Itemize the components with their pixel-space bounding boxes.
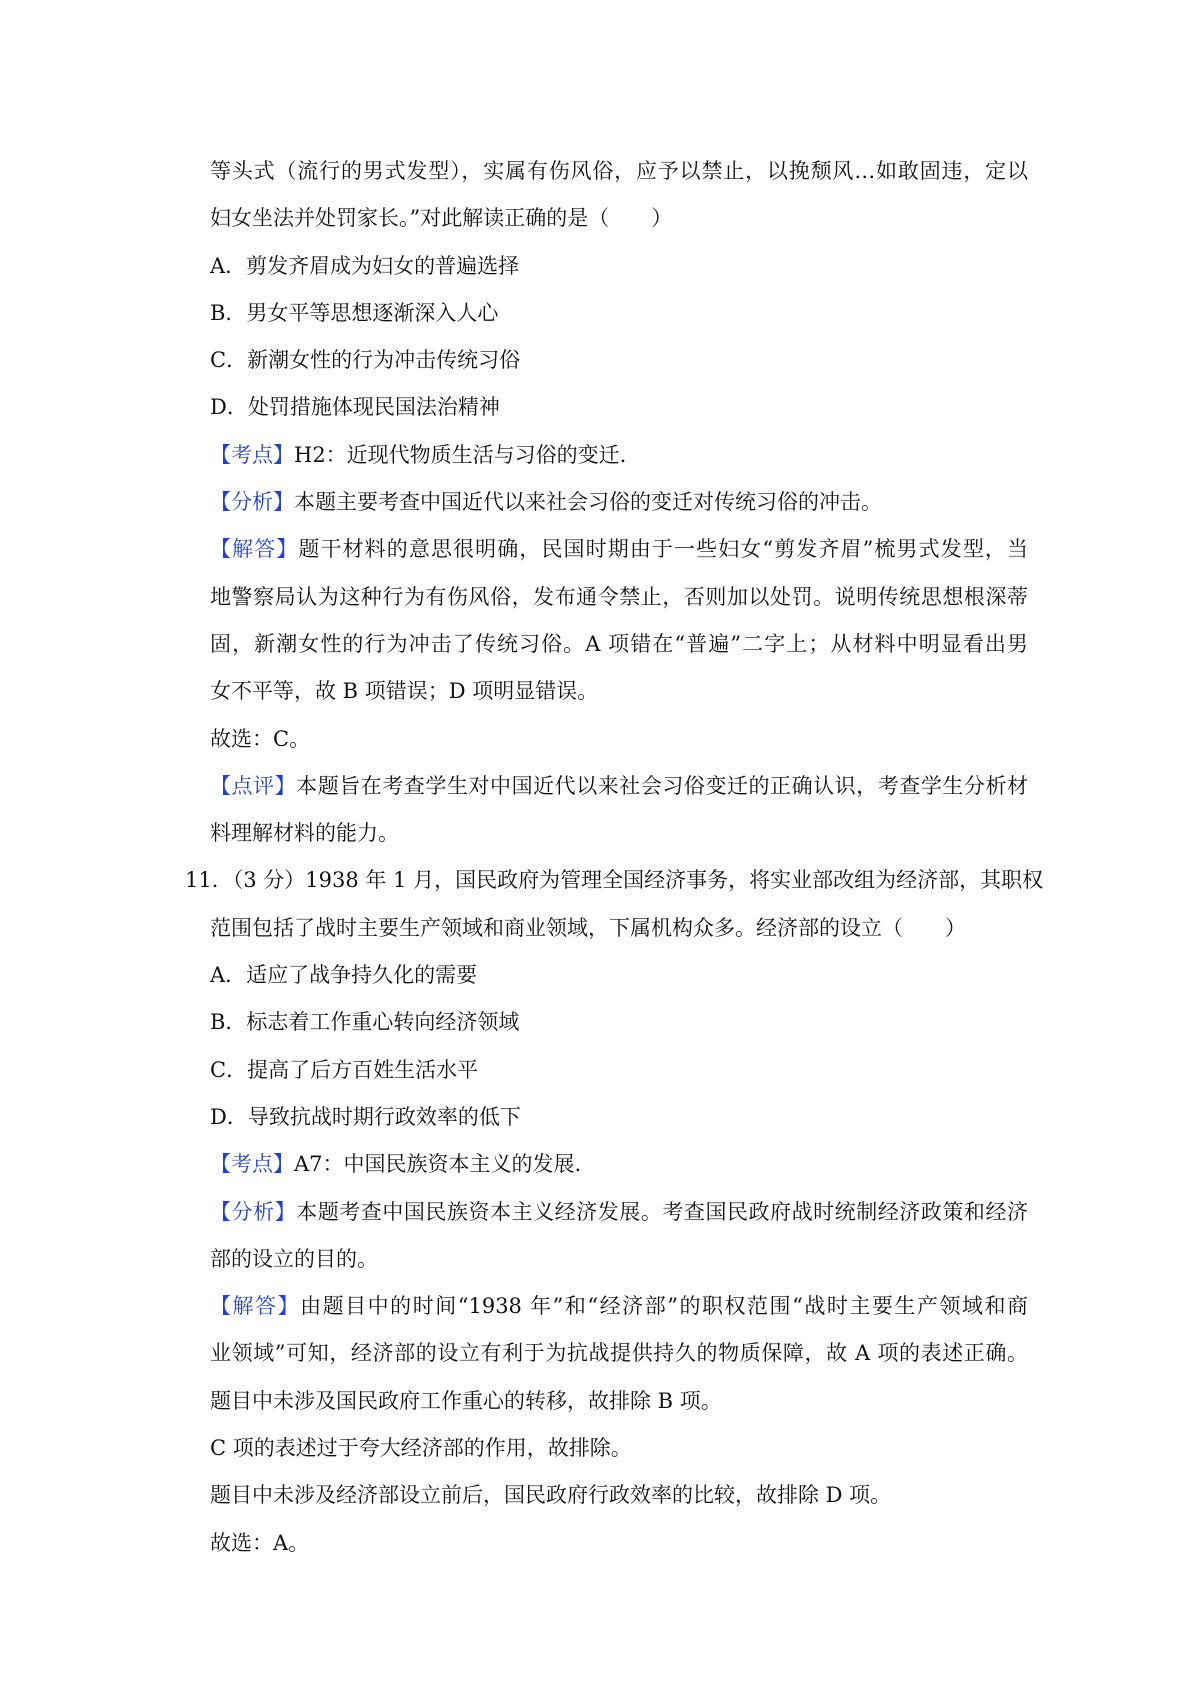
- q10-jieda-line-4: 女不平等，故 B 项错误；D 项明显错误。: [210, 679, 599, 704]
- q11-jieda-tag: 【解答】: [210, 1294, 301, 1319]
- q11-jieda-line-5: 题目中未涉及经济部设立前后，国民政府行政效率的比较，故排除 D 项。: [210, 1483, 892, 1508]
- q10-kaodian: [0, 432, 1200, 479]
- q10-jieda-line-1: [0, 526, 1028, 573]
- q11-fenxi-tag: 【分析】: [210, 1199, 297, 1224]
- q10-dianping-first: 本题旨在考查学生对中国近代以来社会习俗变迁的正确认识，考查学生分析材: [296, 773, 1029, 798]
- q10-kaodian-text: H2：近现代物质生活与习俗的变迁.: [294, 442, 627, 467]
- q11-jieda-line-2: 业领域”可知，经济部的设立有利于为抗战提供持久的物质保障，故 A 项的表述正确。: [210, 1341, 1028, 1366]
- q10-dianping-line-1: [0, 763, 1028, 810]
- q10-fenxi-text: 本题主要考查中国近代以来社会习俗的变迁对传统习俗的冲击。: [294, 490, 882, 515]
- q11-fenxi-line-2: 部的设立的目的。: [210, 1246, 378, 1271]
- q11-fenxi-first: 本题考查中国民族资本主义经济发展。考查国民政府战时统制经济政策和经济: [296, 1199, 1029, 1224]
- q10-dianping-tag: 【点评】: [210, 773, 297, 798]
- q10-fenxi-tag: 【分析】: [210, 490, 294, 515]
- q11-answer: 故选：A。: [210, 1530, 310, 1555]
- page-content: [0, 148, 1200, 1567]
- q10-jieda-line-3: 固，新潮女性的行为冲击了传统习俗。A 项错在“普遍”二字上；从材料中明显看出男: [210, 631, 1028, 656]
- q11-jieda-line-3: 题目中未涉及国民政府工作重心的转移，故排除 B 项。: [210, 1388, 722, 1413]
- q10-dianping-line-2: 料理解材料的能力。: [210, 821, 399, 846]
- q11-option-d: D．导致抗战时期行政效率的低下: [210, 1104, 521, 1129]
- q10-stem-line-1: 等头式（流行的男式发型），实属有伤风俗，应予以禁止，以挽颓风…如敢固违，定以: [210, 159, 1028, 183]
- q10-option-c: C．新潮女性的行为冲击传统习俗: [210, 348, 521, 373]
- q10-option-d: D．处罚措施体现民国法治精神: [210, 395, 500, 420]
- q11-kaodian-text: A7：中国民族资本主义的发展.: [294, 1152, 582, 1177]
- q11-option-a: A．适应了战争持久化的需要: [210, 963, 478, 988]
- q11-jieda-line-4: C 项的表述过于夸大经济部的作用，故排除。: [210, 1436, 632, 1461]
- q11-jieda-first: 由题目中的时间“1938 年”和“经济部”的职权范围“战时主要生产领域和商: [300, 1294, 1029, 1319]
- q11-jieda-line-1: [0, 1283, 1028, 1330]
- q10-kaodian-tag: 【考点】: [210, 442, 294, 467]
- q10-jieda-line-2: 地警察局认为这种行为有伤风俗，发布通令禁止，否则加以处罚。说明传统思想根深蒂: [210, 584, 1028, 609]
- q10-option-a: A．剪发齐眉成为妇女的普遍选择: [210, 253, 520, 278]
- q11-stem-line-1: 11．（3 分）1938 年 1 月，国民政府为管理全国经济事务，将实业部改组为经济部，其职权: [185, 868, 1044, 893]
- q10-fenxi: [0, 479, 1200, 526]
- q11-fenxi-line-1: [0, 1189, 1028, 1236]
- q11-option-c: C．提高了后方百姓生活水平: [210, 1057, 479, 1082]
- q11-option-b: B．标志着工作重心转向经济领域: [210, 1010, 520, 1035]
- q11-stem-line-2: 范围包括了战时主要生产领域和商业领域，下属机构众多。经济部的设立（ ）: [210, 915, 966, 940]
- q10-jieda-first: 题干材料的意思很明确，民国时期由于一些妇女“剪发齐眉”梳男式发型，当: [298, 537, 1029, 562]
- q10-option-b: B．男女平等思想逐渐深入人心: [210, 300, 499, 325]
- q10-jieda-tag: 【解答】: [210, 537, 299, 562]
- q10-stem-line-2: 妇女坐法并处罚家长。”对此解读正确的是（ ）: [210, 206, 673, 231]
- q11-kaodian: [0, 1141, 1200, 1188]
- q10-answer: 故选：C。: [210, 726, 311, 751]
- q11-kaodian-tag: 【考点】: [210, 1152, 294, 1177]
